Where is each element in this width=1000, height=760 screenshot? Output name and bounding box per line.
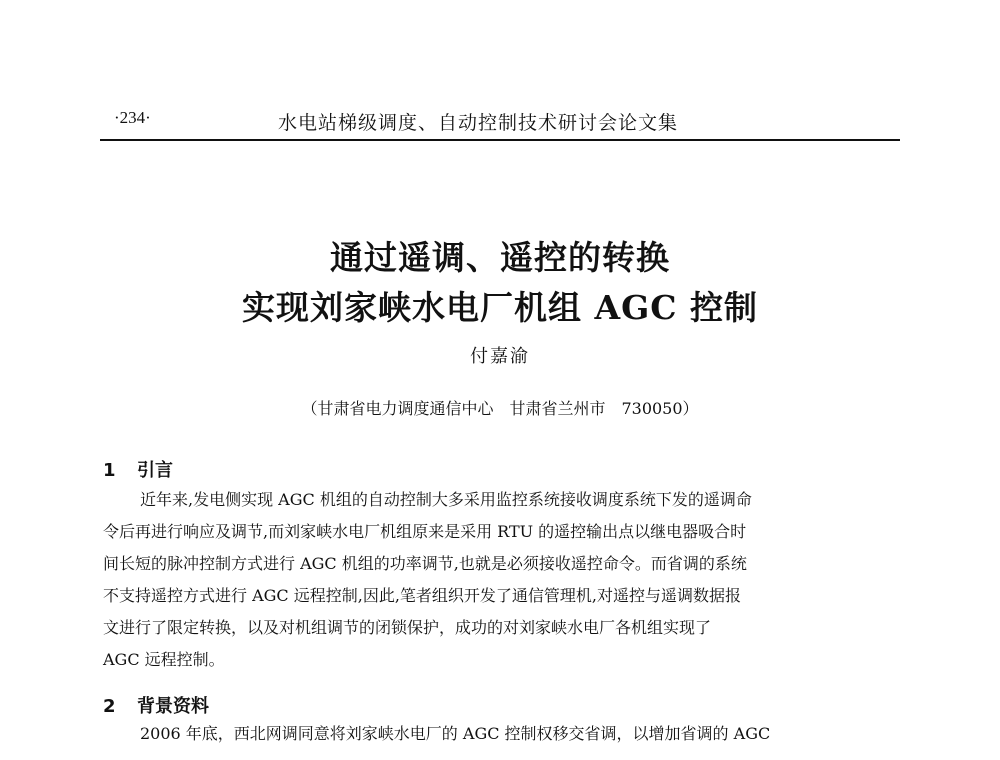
- page-number: ·234·: [114, 108, 151, 127]
- paper-title-line-1: 通过遥调、遥控的转换: [330, 238, 670, 277]
- paragraph-line: 2006 年底，西北网调同意将刘家峡水电厂的 AGC 控制权移交省调，以增加省调的 AGC: [140, 724, 771, 743]
- paragraph-line: 间长短的脉冲控制方式进行 AGC 机组的功率调节,也就是必须接收遥控命令。而省调的系统: [103, 554, 747, 573]
- header-rule: [100, 139, 900, 141]
- paragraph-line: 不支持遥控方式进行 AGC 远程控制,因此,笔者组织开发了通信管理机,对遥控与遥调数据报: [103, 586, 742, 605]
- paragraph-line: 近年来,发电侧实现 AGC 机组的自动控制大多采用监控系统接收调度系统下发的遥调命: [140, 490, 752, 509]
- paragraph-line: 令后再进行响应及调节,而刘家峡水电厂机组原来是采用 RTU 的遥控输出点以继电器吸合时: [103, 522, 747, 541]
- section-heading-1: [103, 456, 173, 482]
- section-heading-2: [103, 692, 209, 718]
- paragraph-line: AGC 远程控制。: [103, 650, 225, 669]
- section-title: 背景资料: [137, 696, 209, 717]
- author: 付嘉渝: [470, 346, 530, 367]
- paper-title-line-2: 实现刘家峡水电厂机组 AGC 控制: [241, 288, 759, 327]
- running-title: 水电站梯级调度、自动控制技术研讨会论文集: [278, 112, 679, 134]
- section-number: 2: [103, 696, 116, 717]
- affiliation: （甘肃省电力调度通信中心 甘肃省兰州市 730050）: [301, 399, 699, 418]
- section-number: 1: [103, 460, 116, 481]
- running-header: [100, 108, 900, 136]
- section-title: 引言: [137, 460, 173, 481]
- paragraph-line: 文进行了限定转换，以及对机组调节的闭锁保护，成功的对刘家峡水电厂各机组实现了: [103, 618, 712, 637]
